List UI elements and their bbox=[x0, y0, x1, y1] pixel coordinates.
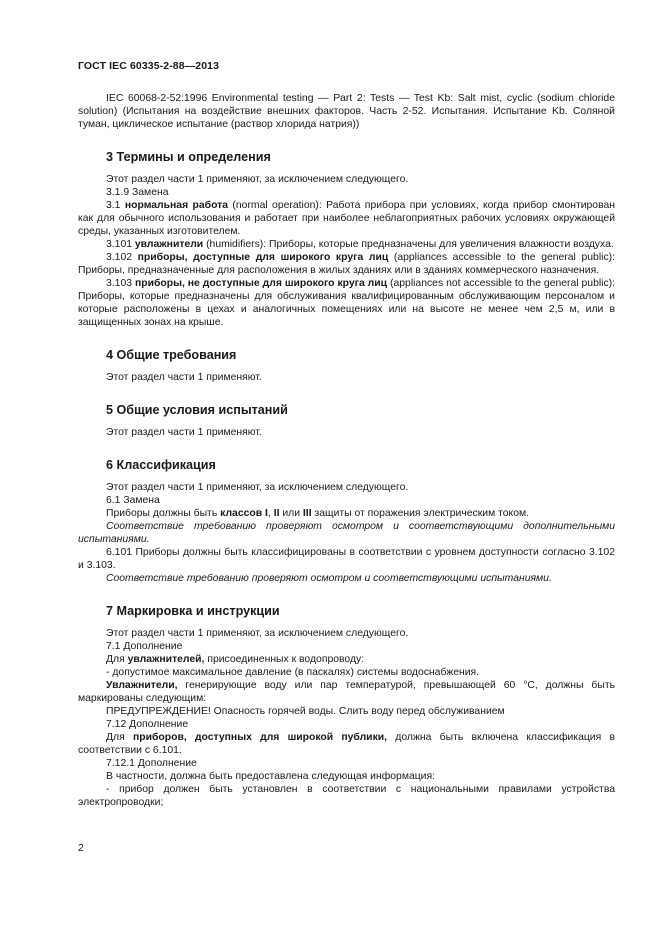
definition-3-101: 3.101 увлажнители (humidifiers): Приборы, которые предназначены для увеличения влажности воздуха. bbox=[106, 239, 614, 250]
paragraph: Приборы должны быть классов I, II или III защиты от поражения электрическим током. bbox=[106, 508, 530, 519]
paragraph: Увлажнители, генерирующие воду или пар температурой, превышающей 60 °С, должны быть маркированы следующим: bbox=[78, 680, 615, 704]
paragraph: В частности, должна быть предоставлена следующая информация: bbox=[106, 771, 436, 782]
section-6-heading: 6 Классификация bbox=[106, 458, 216, 472]
paragraph: Для приборов, доступных для широкой публики, должна быть включена классификация в соответствии с 6.101. bbox=[78, 732, 615, 756]
definition-3-102: 3.102 приборы, доступные для широкого круга лиц (appliances accessible to the general public): Приборы, предназначенные для расположения в жилых зданиях или в зданиях коммерческого назначения. bbox=[78, 252, 615, 276]
reference-paragraph: IEC 60068-2-52:1996 Environmental testing — Part 2: Tests — Test Kb: Salt mist, cyclic (sodium chloride solution) (Испытания на воздействие внешних факторов. Часть 2-52. Испытания. Испытание Kb. Соляной туман, циклическое испытание (раствор хлорида натрия)) bbox=[78, 93, 615, 130]
page-number: 2 bbox=[78, 842, 84, 854]
warning-text: ПРЕДУПРЕЖДЕНИЕ! Опасность горячей воды. Слить воду перед обслуживанием bbox=[106, 706, 505, 717]
paragraph: Этот раздел части 1 применяют, за исключением следующего. bbox=[106, 482, 409, 493]
paragraph: 7.12 Дополнение bbox=[106, 719, 189, 730]
paragraph: 7.12.1 Дополнение bbox=[106, 758, 197, 769]
paragraph: Для увлажнителей, присоединенных к водопроводу: bbox=[106, 654, 365, 665]
definition-3-1: 3.1 нормальная работа (normal operation): Работа прибора при условиях, когда прибор смонтирован как для обычного использования и работает при наиболее неблагоприятных рабочих условиях окружающей среды, указанных изготовителем. bbox=[78, 200, 616, 237]
paragraph: Этот раздел части 1 применяют. bbox=[106, 427, 262, 438]
term: увлажнители bbox=[134, 239, 204, 250]
section-4-heading: 4 Общие требования bbox=[106, 348, 237, 362]
definition-3-103: 3.103 приборы, не доступные для широкого круга лиц (appliances not accessible to the general public): Приборы, которые предназначены для обслуживания квалифицированным обслуживающим персоналом и которые расположены в цехах и аналогичных помещениях или на высоте не менее чем 2,5 м, или в защищенных зонах на крыше. bbox=[78, 278, 616, 328]
section-3-heading: 3 Термины и определения bbox=[106, 150, 271, 164]
list-item: - допустимое максимальное давление (в паскалях) системы водоснабжения. bbox=[106, 667, 480, 678]
paragraph: 6.1 Замена bbox=[106, 495, 160, 506]
paragraph: Этот раздел части 1 применяют. bbox=[106, 372, 262, 383]
paragraph: Этот раздел части 1 применяют, за исключением следующего. bbox=[106, 174, 409, 185]
term: приборы, не доступные для широкого круга лиц bbox=[134, 278, 388, 289]
paragraph: 6.101 Приборы должны быть классифицированы в соответствии с уровнем доступности согласно 3.102 и 3.103. bbox=[78, 547, 615, 571]
section-7-heading: 7 Маркировка и инструкции bbox=[106, 604, 280, 618]
section-5-heading: 5 Общие условия испытаний bbox=[106, 403, 288, 417]
compliance-note: Соответствие требованию проверяют осмотром и соответствующими дополнительными испытаниями. bbox=[78, 521, 615, 545]
paragraph: 3.1.9 Замена bbox=[106, 187, 169, 198]
document-body bbox=[78, 92, 615, 809]
list-item: - прибор должен быть установлен в соответствии с национальными правилами устройства электропроводки; bbox=[78, 784, 615, 808]
paragraph: 7.1 Дополнение bbox=[106, 641, 183, 652]
document-header: ГОСТ IEC 60335-2-88—2013 bbox=[78, 60, 220, 72]
paragraph: Этот раздел части 1 применяют, за исключением следующего. bbox=[106, 628, 409, 639]
compliance-note: Соответствие требованию проверяют осмотром и соответствующими испытаниями. bbox=[106, 573, 552, 584]
term: нормальная работа bbox=[124, 200, 229, 211]
term: приборы, доступные для широкого круга лиц bbox=[137, 252, 389, 263]
